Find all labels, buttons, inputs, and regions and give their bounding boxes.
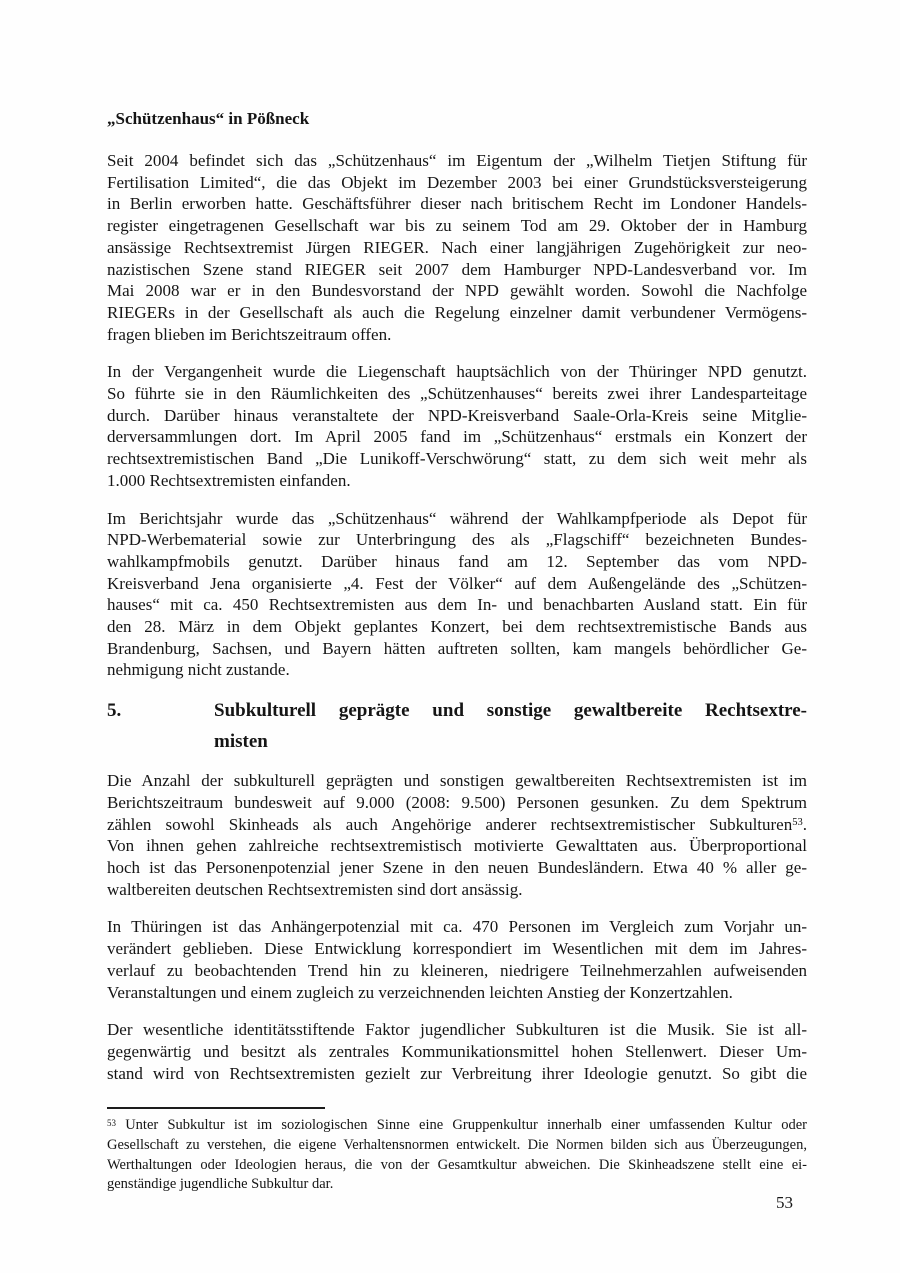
text-line: Berichtszeitraum bundesweit auf 9.000 (2008: 9.500) Personen gesunken. Zu dem Spektrum [107,792,807,812]
subheading-schuetzenhaus: „Schützenhaus“ in Pößneck [107,109,310,128]
text-line: gegenwärtig und besitzt als zentrales Kommunikationsmittel hohen Stellenwert. Dieser Um- [107,1041,807,1061]
footnote-reference: 53 [792,817,803,829]
paragraph-past-usage [107,361,807,491]
text-line: zählen sowohl Skinheads als auch Angehörige anderer rechtsextremistischer Subkulturen$^{53}$. [107,814,807,834]
text-line: In der Vergangenheit wurde die Liegenschaft hauptsächlich von der Thüringer NPD genutzt. [107,362,807,382]
text-line: Der wesentliche identitätsstiftende Faktor jugendlicher Subkulturen ist die Musik. Sie ist all- [107,1020,807,1040]
text-line: Subkulturell geprägte und sonstige gewaltbereite Rechtsextre- [214,700,807,722]
text-line: $^{53}$ Unter Subkultur ist im soziologischen Sinne eine Gruppenkultur innerhalb einer umfassenden Kultur oder [107,1117,807,1134]
text-line: derversammlungen dort. Im April 2005 fand im „Schützenhaus“ erstmals ein Konzert der [107,427,807,447]
text-line: waltbereiten deutschen Rechtsextremisten sind dort ansässig. [107,879,523,899]
paragraph-subcultural-numbers [107,770,807,900]
page-number: 53 [776,1193,793,1212]
text-line: verändert geblieben. Diese Entwicklung korrespondiert im Wesentlichen mit dem im Jahres- [107,939,807,959]
text-line: in Berlin erworben hatte. Geschäftsführer dieser nach britischem Recht im Londoner Handels- [107,194,807,214]
text-line: Gesellschaft zu verstehen, die eigene Verhaltensnormen entwickelt. Die Normen bilden sich aus Überzeugungen, [107,1136,807,1153]
footnote-reference: 53 [107,1117,116,1128]
text-line: Brandenburg, Sachsen, und Bayern hätten auftreten sollten, kam mangels behördlicher Ge- [107,638,807,658]
text-line: Veranstaltungen und einem zugleich zu verzeichnenden leichten Anstieg der Konzertzahlen. [107,982,733,1002]
text-line: register eingetragenen Gesellschaft war bis zu seinem Tod am 29. Oktober der in Hamburg [107,216,807,236]
text-line: Mai 2008 war er in den Bundesvorstand der NPD gewählt worden. Sowohl die Nachfolge [107,281,807,301]
text-line: So führte sie in den Räumlichkeiten des „Schützenhauses“ bereits zwei ihrer Landesparteitage [107,384,807,404]
text-line: wahlkampfmobils genutzt. Darüber hinaus fand am 12. September das vom NPD- [107,551,807,571]
paragraph-music-factor [107,1019,807,1084]
paragraph-ownership-history [107,150,807,345]
section-title [214,695,807,757]
text-line: Fertilisation Limited“, die das Objekt im Dezember 2003 bei einer Grundstücksversteigerung [107,172,807,192]
footnote-53 [107,1116,807,1194]
paragraph-thuringia-potential [107,916,807,1003]
text-line: genständige jugendliche Subkultur dar. [107,1176,334,1193]
text-line: Seit 2004 befindet sich das „Schützenhaus“ im Eigentum der „Wilhelm Tietjen Stiftung für [107,151,807,170]
text-line: In Thüringen ist das Anhängerpotenzial mit ca. 470 Personen im Vergleich zum Vorjahr un- [107,917,807,937]
text-line: rechtsextremistischen Band „Die Lunikoff-Verschwörung“ statt, zu dem sich weit mehr als [107,449,807,469]
text-line: Im Berichtsjahr wurde das „Schützenhaus“ während der Wahlkampfperiode als Depot für [107,508,807,528]
text-line: Von ihnen gehen zahlreiche rechtsextremistisch motivierte Gewalttaten aus. Überproportional [107,836,807,856]
text-line: hauses“ mit ca. 450 Rechtsextremisten aus dem In- und benachbarten Ausland statt. Ein für [107,595,807,615]
text-line: den 28. März in dem Objekt geplantes Konzert, bei dem rechtsextremistische Bands aus [107,617,807,637]
paragraph-reporting-year-usage [107,508,807,682]
text-line: verlauf zu beobachtenden Trend hin zu kleineren, niedrigere Teilnehmerzahlen aufweisenden [107,960,807,980]
text-line: nazistischen Szene stand RIEGER seit 2007 dem Hamburger NPD-Landesverband vor. Im [107,259,807,279]
text-line: hoch ist das Personenpotenzial jener Szene in den neuen Bundesländern. Etwa 40 % aller ge- [107,857,807,877]
text-line: Die Anzahl der subkulturell geprägten und sonstigen gewaltbereiten Rechtsextremisten ist im [107,771,807,791]
text-line: durch. Darüber hinaus veranstaltete der NPD-Kreisverband Saale-Orla-Kreis seine Mitglie- [107,405,807,425]
text-line: stand wird von Rechtsextremisten gezielt zur Verbreitung ihrer Ideologie genutzt. So gibt die [107,1063,807,1083]
text-line: ansässige Rechtsextremist Jürgen RIEGER. Nach einer langjährigen Zugehörigkeit zur neo- [107,237,807,257]
text-line: Kreisverband Jena organisierte „4. Fest der Völker“ auf dem Außengelände des „Schützen- [107,573,807,593]
text-line: NPD-Werbematerial sowie zur Unterbringung des als „Flagschiff“ bezeichneten Bundes- [107,530,807,550]
section-number: 5. [107,700,122,722]
text-line: RIEGERs in der Gesellschaft als auch die Regelung einzelner damit verbundener Vermögens- [107,302,807,322]
footnote-separator-rule [107,1107,325,1109]
text-line: misten [214,731,268,753]
section-heading-5 [107,695,807,757]
text-line: Werthaltungen oder Ideologien heraus, die von der Gesamtkultur abweichen. Die Skinheadszene stellt eine ei- [107,1156,807,1173]
text-line: nehmigung nicht zustande. [107,660,290,680]
text-line: 1.000 Rechtsextremisten einfanden. [107,470,351,490]
text-line: fragen blieben im Berichtszeitraum offen. [107,324,392,344]
